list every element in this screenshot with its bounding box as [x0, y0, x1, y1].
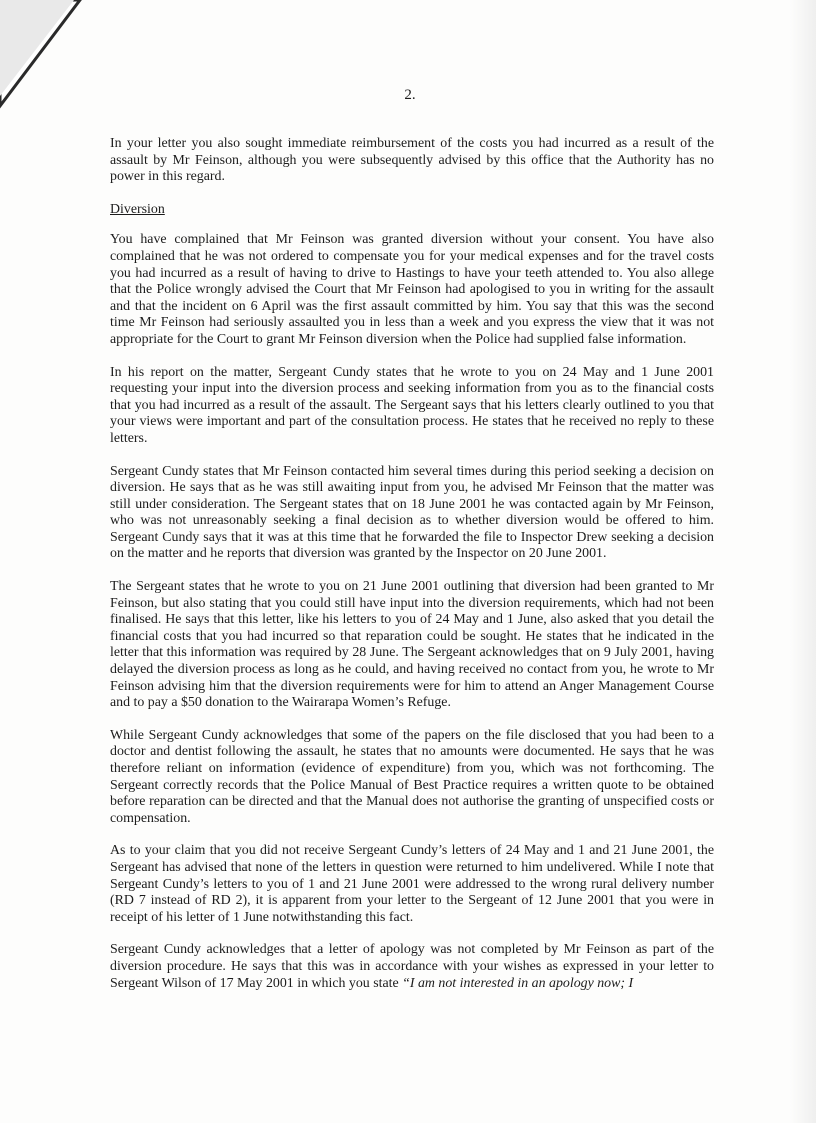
paragraph-apology: [110, 942, 714, 992]
letter-body: [110, 136, 714, 1008]
paragraph-complaint: You have complained that Mr Feinson was granted diversion without your consent. You have also complained that he was not ordered to compensate you for your medical expenses and for the travel costs you had incurred as a result of having to drive to Hastings to have your teeth attended to. You also allege that the Police wrongly advised the Court that Mr Feinson had apologised to you in writing for the assault and that the incident on 6 April was the first assault committed by him. You say that this was the second time Mr Feinson had seriously assaulted you in less than a week and you express the view that it was not appropriate for the Court to grant Mr Feinson diversion when the Police had supplied false information.: [110, 232, 714, 347]
paragraph-diversion-granted: The Sergeant states that he wrote to you on 21 June 2001 outlining that diversion had been granted to Mr Feinson, but also stating that you could still have input into the diversion requirements, which had not been finalised. He says that this letter, like his letters to you of 24 May and 1 June, also asked that you detail the financial costs that you had incurred so that reparation could be sought. He states that he indicated in the letter that this information was required by 28 June. The Sergeant acknowledges that on 9 July 2001, having delayed the diversion process as long as he could, and having received no contact from you, he wrote to Mr Feinson advising him that the diversion requirements were for him to attend an Anger Management Course and to pay a $50 donation to the Wairarapa Women’s Refuge.: [110, 579, 714, 711]
scan-edge-shadow: [790, 0, 816, 1123]
paragraph-sergeant-report: In his report on the matter, Sergeant Cundy states that he wrote to you on 24 May and 1 June 2001 requesting your input into the diversion process and seeking information from you as to the financial costs that you had incurred as a result of the assault. The Sergeant says that his letters clearly outlined to you that your views were important and part of the consultation process. He states that he received no reply to these letters.: [110, 364, 714, 446]
page-number: 2.: [404, 87, 416, 103]
paragraph-letters-received: As to your claim that you did not receive Sergeant Cundy’s letters of 24 May and 1 and 21 June 2001, the Sergeant has advised that none of the letters in question were returned to him undelivered. While I note that Sergeant Cundy’s letters to you of 1 and 21 June 2001 were addressed to the wrong rural delivery number (RD 7 instead of RD 2), it is apparent from your letter to the Sergeant of 12 June 2001 that you were in receipt of his letter of 1 June notwithstanding this fact.: [110, 843, 714, 925]
paragraph-reimbursement: In your letter you also sought immediate reimbursement of the costs you had incurred as a result of the assault by Mr Feinson, although you were subsequently advised by this office that the Authority has no power in this regard.: [110, 136, 714, 185]
apology-text: Sergeant Cundy acknowledges that a letter of apology was not completed by Mr Feinson as part of the diversion procedure. He says that this was in accordance with your wishes as expressed in your letter to Sergeant Wilson of 17 May 2001 in which you state: [110, 942, 714, 991]
apology-quote: “I am not interested in an apology now; I: [402, 975, 634, 991]
section-heading-diversion: Diversion: [110, 201, 165, 217]
paragraph-feinson-contact: Sergeant Cundy states that Mr Feinson contacted him several times during this period seeking a decision on diversion. He says that as he was still awaiting input from you, he advised Mr Feinson that the matter was still under consideration. The Sergeant states that on 18 June 2001 he was contacted again by Mr Feinson, who was not unreasonably seeking a final decision as to whether diversion would be offered to him. Sergeant Cundy says that it was at this time that he forwarded the file to Inspector Drew seeking a decision on the matter and he reports that diversion was granted by the Inspector on 20 June 2001.: [110, 463, 714, 562]
paragraph-costs-undocumented: While Sergeant Cundy acknowledges that some of the papers on the file disclosed that you had been to a doctor and dentist following the assault, he states that no amounts were documented. He says that he was therefore reliant on information (evidence of expenditure) from you, which was not forthcoming. The Sergeant correctly records that the Police Manual of Best Practice requires a written quote to be obtained before reparation can be directed and that the Manual does not authorise the granting of unspecified costs or compensation.: [110, 727, 714, 826]
